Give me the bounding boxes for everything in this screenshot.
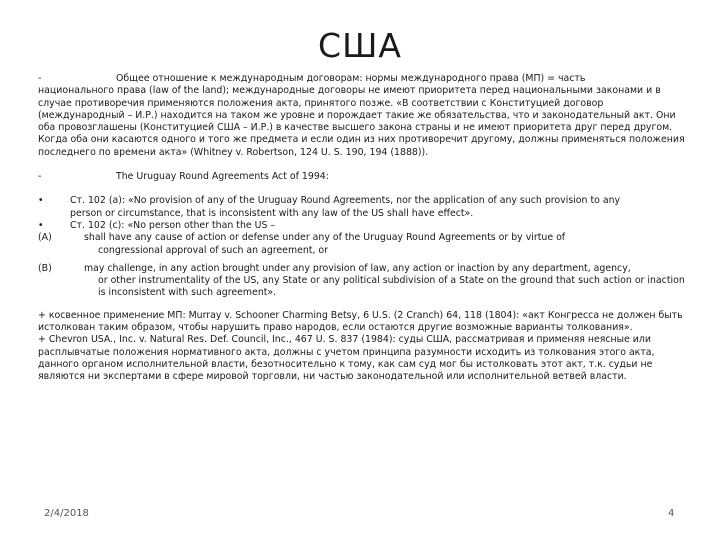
paragraph-heading: The Uruguay Round Agreements Act of 1994:: [116, 171, 329, 183]
paragraph-text: национального права (law of the land); международные договоры не имеют приоритета перед национальными законами и в случае противоречия применяются положения акта, принятого позже. «В соответствии с Конституцией договор (международный – И.Р.) находится на таком же уровне и порождает такие же обязательства, что и законодательный акт. Они оба провозглашены (Конституцией США – И.Р.) в качестве высшего закона страны и не имеют приоритета друг перед другом. Когда оба они касаются одного и того же предмета и если один из них противоречит другому, должны применяться положения последнего по времени акта» (Whitney v. Robertson, 124 U. S. 190, 194 (1888)).: [38, 85, 685, 158]
list-item: [38, 195, 688, 220]
slide-body: [38, 73, 688, 384]
list-item: [38, 232, 688, 257]
paragraph-general-approach: [38, 73, 688, 159]
dash-marker: -: [38, 171, 42, 183]
list-item-continuation: congressional approval of such an agreement, or: [98, 244, 329, 256]
list-item-text: shall have any cause of action or defense under any of the Uruguay Round Agreements or by virtue of: [84, 232, 566, 244]
paragraph-chevron: + Chevron USA., Inc. v. Natural Res. Def. Council, Inc., 467 U. S. 837 (1984): суды США, рассматривая и применяя неясные или расплывчатые положения нормативного акта, должны с учетом принципа разумности исходить из толкования этого акта, данного органом исполнительной власти, безотносительно к тому, как сам суд мог бы истолковать этот акт, т.к. судьи не являются ни экспертами в сфере мировой торговли, ни частью законодательной или исполнительной ветвей власти.: [38, 334, 655, 383]
slide-title: США: [318, 26, 402, 65]
footer-date: 2/4/2018: [44, 508, 89, 519]
bullet-marker: •: [38, 195, 44, 207]
paragraph-uruguay-act: [38, 171, 688, 183]
bullet-marker: (B): [38, 262, 52, 274]
list-item: [38, 263, 688, 300]
bullet-marker: •: [38, 219, 44, 231]
list-item-text: Ст. 102 (а): «No provision of any of the Uruguay Round Agreements, nor the application of any such provision to any: [70, 195, 621, 207]
list-item-continuation: or other instrumentality of the US, any State or any political subdivision of a State on the ground that such action or inaction is inconsistent with such agreement».: [98, 275, 685, 299]
page-number: 4: [668, 508, 675, 519]
dash-marker: -: [38, 73, 42, 84]
list-item-continuation: person or circumstance, that is inconsistent with any law of the US shall have effect».: [70, 207, 474, 219]
list-item: [38, 220, 688, 232]
bullet-marker: (A): [38, 232, 52, 244]
paragraph-first-line: Общее отношение к международным договорам: нормы международного права (МП) = часть: [116, 73, 586, 84]
list-item-text: may challenge, in any action brought under any provision of law, any action or inaction by any department, agency,: [84, 262, 631, 274]
list-item-text: Ст. 102 (с): «No person other than the US –: [70, 219, 276, 231]
paragraph-charming-betsy: + косвенное применение МП: Murray v. Schooner Charming Betsy, 6 U.S. (2 Cranch) 64, 118 (1804): «акт Конгресса не должен быть истолкован таким образом, чтобы нарушить право народов, если остаются другие возможные варианты толкования».: [38, 309, 683, 334]
